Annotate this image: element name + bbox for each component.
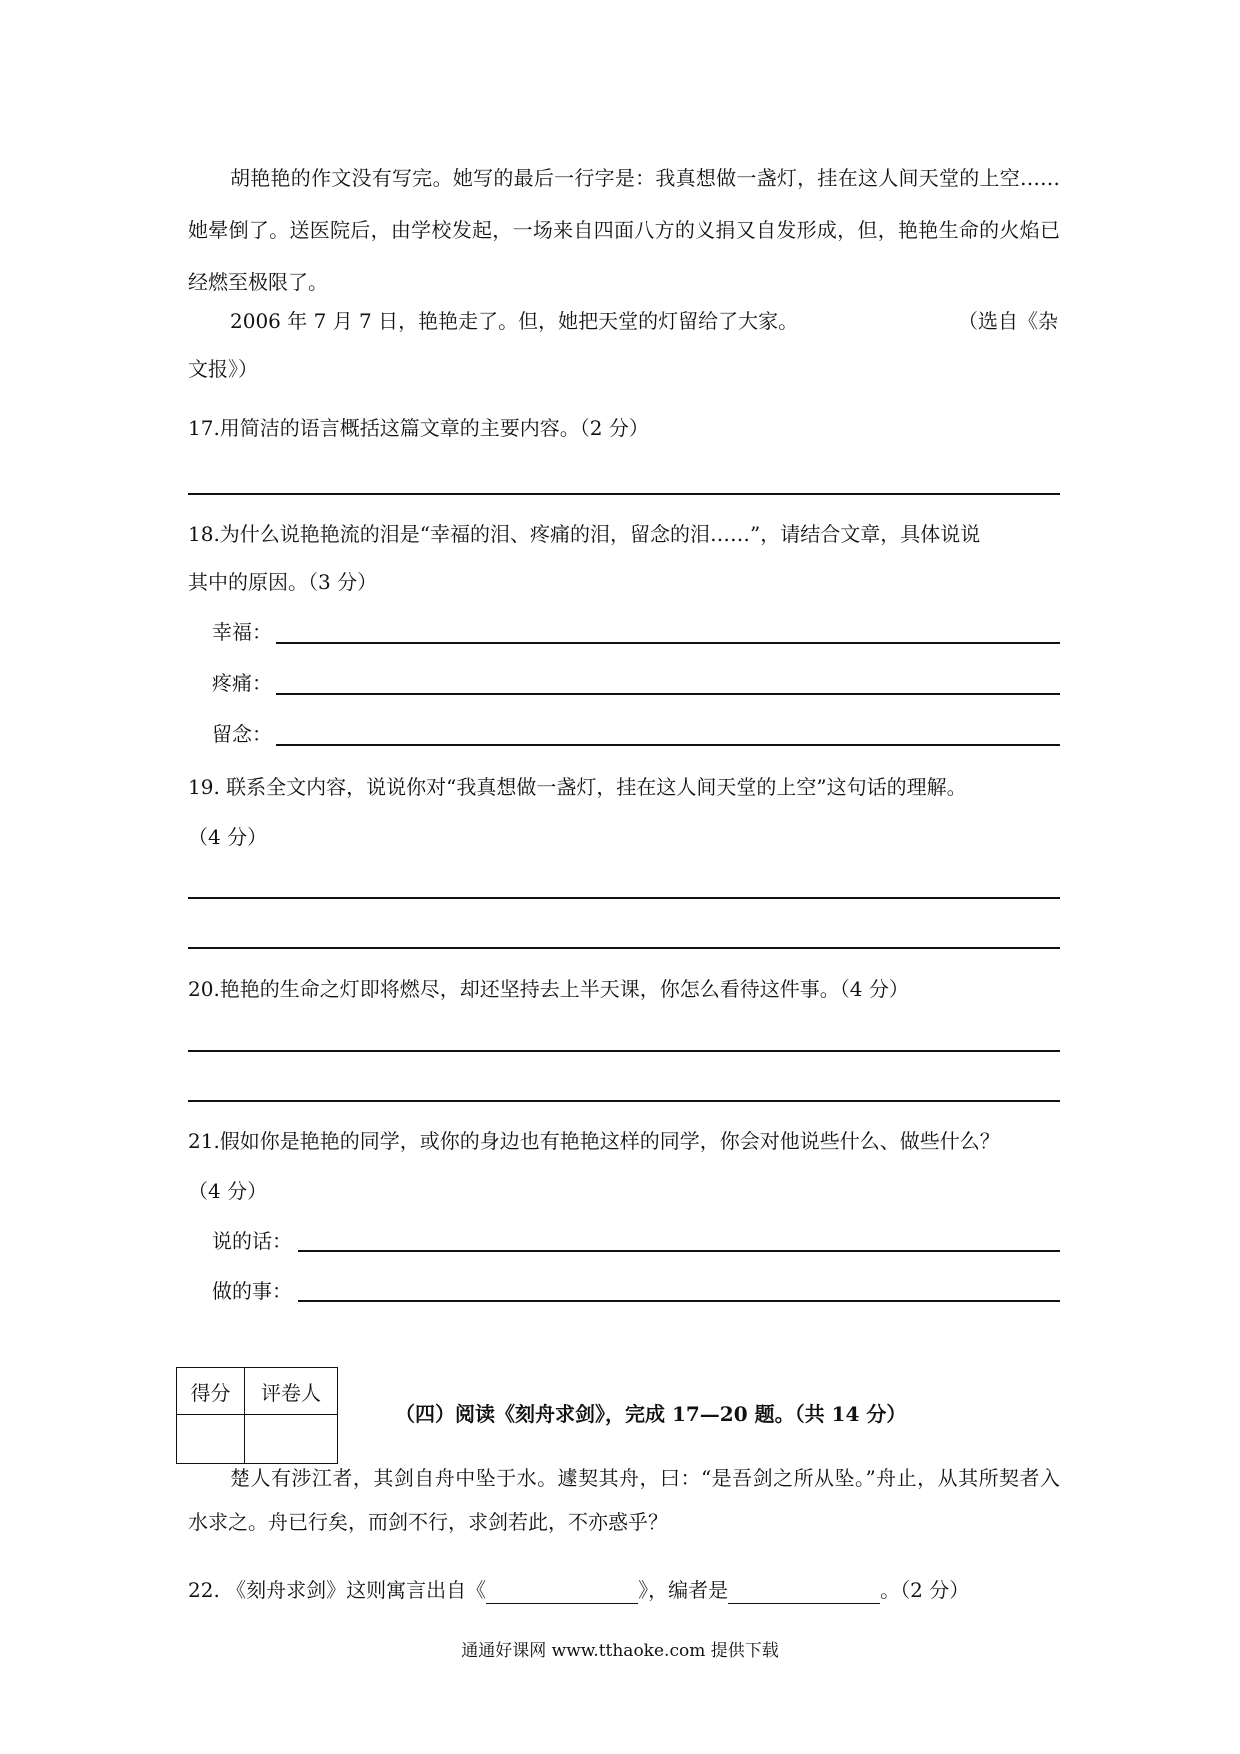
passage-source-part2: 文报》） [188,357,258,381]
answer-line-19-a[interactable] [188,897,1060,899]
question-22-part3: 。（2 分） [880,1578,970,1602]
section-4-passage: 楚人有涉江者，其剑自舟中坠于水。遽契其舟，曰：“是吾剑之所从坠。”舟止，从其所契者入水求之。舟已行矣，而剑不行，求剑若此，不亦惑乎？ [188,1466,1060,1534]
question-22 [188,1576,1058,1604]
answer-line-17[interactable] [188,493,1060,495]
answer-label-happiness: 幸福： [212,620,272,644]
score-header: 得分 [177,1368,245,1415]
editor-blank[interactable] [728,1581,880,1604]
question-22-part2: 》，编者是 [638,1578,729,1602]
answer-line-remembrance[interactable] [276,744,1060,746]
answer-line-20-a[interactable] [188,1050,1060,1052]
answer-line-words[interactable] [298,1250,1060,1252]
question-18-line2: 其中的原因。（3 分） [188,570,378,594]
answer-line-20-b[interactable] [188,1100,1060,1102]
grader-header: 评卷人 [245,1368,338,1415]
question-18-line1: 18.为什么说艳艳流的泪是“幸福的泪、疼痛的泪，留念的泪……”，请结合文章，具体说说 [188,522,981,546]
passage-source-part1: （选自《杂 [958,309,1058,333]
question-21-line2: （4 分） [188,1179,268,1203]
question-22-part1: 22. 《刻舟求剑》这则寓言出自《 [188,1578,487,1602]
source-book-blank[interactable] [486,1581,638,1604]
section-4-title: （四）阅读《刻舟求剑》，完成 17—20 题。（共 14 分） [395,1402,907,1426]
answer-line-happiness[interactable] [276,642,1060,644]
question-17: 17.用简洁的语言概括这篇文章的主要内容。（2 分） [188,416,649,440]
answer-line-19-b[interactable] [188,947,1060,949]
answer-label-remembrance: 留念： [212,722,272,746]
answer-line-pain[interactable] [276,693,1060,695]
question-20: 20.艳艳的生命之灯即将燃尽，却还坚持去上半天课，你怎么看待这件事。（4 分） [188,977,909,1001]
passage-paragraph-2 [230,307,830,335]
answer-label-pain: 疼痛： [212,671,272,695]
page-footer: 通通好课网 www.tthaoke.com 提供下载 [461,1641,779,1661]
question-19-line1: 19. 联系全文内容，说说你对“我真想做一盏灯，挂在这人间天堂的上空”这句话的理解。 [188,775,967,799]
question-19-line2: （4 分） [188,825,268,849]
passage-paragraph-2-text: 2006 年 7 月 7 日，艳艳走了。但，她把天堂的灯留给了大家。 [230,309,799,333]
question-21-line1: 21.假如你是艳艳的同学，或你的身边也有艳艳这样的同学，你会对他说些什么、做些什么？ [188,1129,1000,1153]
answer-label-actions: 做的事： [212,1279,292,1303]
answer-label-words: 说的话： [212,1229,292,1253]
answer-line-actions[interactable] [298,1300,1060,1302]
score-table [176,1367,338,1464]
passage-paragraph-1: 胡艳艳的作文没有写完。她写的最后一行字是：我真想做一盏灯，挂在这人间天堂的上空……她晕倒了。送医院后，由学校发起，一场来自四面八方的义捐又自发形成，但，艳艳生命的火焰已经燃至极限了。 [188,166,1060,294]
